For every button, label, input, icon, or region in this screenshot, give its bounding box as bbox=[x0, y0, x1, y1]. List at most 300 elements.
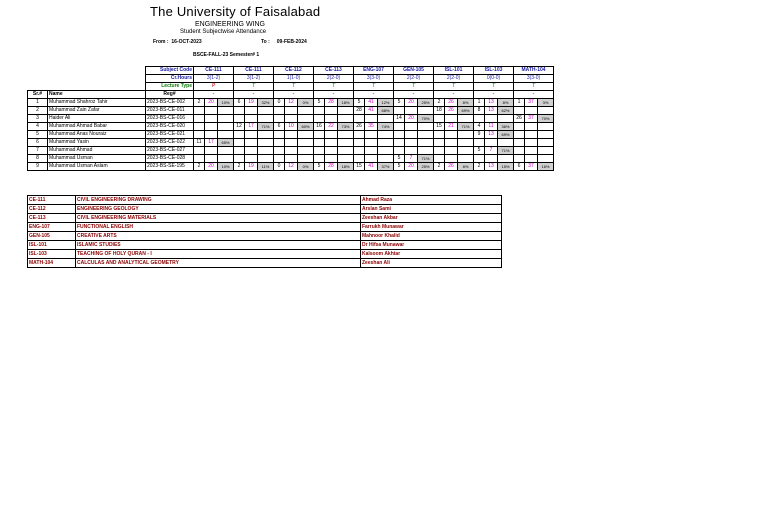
empty-cell bbox=[298, 155, 314, 163]
empty-cell bbox=[325, 155, 338, 163]
student-name: Muhammad Zain Zafar bbox=[48, 107, 146, 115]
attended-count: 15 bbox=[354, 163, 365, 171]
empty-cell bbox=[434, 155, 445, 163]
empty-cell bbox=[298, 115, 314, 123]
student-sr: 8 bbox=[28, 155, 48, 163]
empty-cell bbox=[298, 139, 314, 147]
empty-cell bbox=[405, 131, 418, 139]
empty-cell bbox=[205, 123, 218, 131]
attended-count: 0 bbox=[274, 99, 285, 107]
total-lectures: 41 bbox=[365, 163, 378, 171]
empty-cell bbox=[234, 115, 245, 123]
attended-count: 5 bbox=[314, 163, 325, 171]
student-name: Muhammad Shahroz Tahir bbox=[48, 99, 146, 107]
empty-cell bbox=[394, 147, 405, 155]
empty-cell bbox=[194, 147, 205, 155]
attended-count: 5 bbox=[474, 147, 485, 155]
empty-cell bbox=[405, 107, 418, 115]
blank-cell bbox=[28, 67, 146, 75]
attended-count: 5 bbox=[394, 163, 405, 171]
empty-cell bbox=[325, 147, 338, 155]
empty-cell bbox=[538, 147, 554, 155]
dash-cell: - bbox=[314, 91, 354, 99]
empty-cell bbox=[218, 131, 234, 139]
empty-cell bbox=[285, 155, 298, 163]
empty-cell bbox=[485, 115, 498, 123]
student-name: Muhammad Ahmad Babar bbox=[48, 123, 146, 131]
empty-cell bbox=[194, 115, 205, 123]
student-sr: 9 bbox=[28, 163, 48, 171]
empty-cell bbox=[525, 139, 538, 147]
dash-cell: - bbox=[194, 91, 234, 99]
attendance-percent: 37% bbox=[378, 163, 394, 171]
empty-cell bbox=[218, 155, 234, 163]
empty-cell bbox=[514, 123, 525, 131]
total-lectures: 26 bbox=[445, 107, 458, 115]
student-row bbox=[28, 155, 554, 163]
attendance-percent: 60% bbox=[298, 123, 314, 131]
attended-count: 2 bbox=[194, 163, 205, 171]
empty-cell bbox=[338, 107, 354, 115]
empty-cell bbox=[258, 107, 274, 115]
attended-count: 15 bbox=[434, 123, 445, 131]
empty-cell bbox=[418, 147, 434, 155]
subject-code-cell: ISL-103 bbox=[474, 67, 514, 75]
attendance-percent: 11% bbox=[258, 163, 274, 171]
wing-name: ENGINEERING WING bbox=[195, 21, 266, 28]
attendance-percent: 0% bbox=[298, 99, 314, 107]
empty-cell bbox=[418, 123, 434, 131]
total-lectures: 22 bbox=[325, 123, 338, 131]
student-regno: 2023-BS-CE-028 bbox=[146, 155, 194, 163]
legend-code: GEN-105 bbox=[28, 232, 76, 241]
empty-cell bbox=[234, 107, 245, 115]
cr-hours-label: Cr.Hours bbox=[146, 75, 194, 83]
empty-cell bbox=[514, 139, 525, 147]
empty-cell bbox=[354, 155, 365, 163]
subject-code-row bbox=[28, 67, 554, 75]
student-row bbox=[28, 99, 554, 107]
student-sr: 6 bbox=[28, 139, 48, 147]
student-sr: 3 bbox=[28, 115, 48, 123]
total-lectures: 20 bbox=[405, 163, 418, 171]
attendance-percent: 16% bbox=[538, 163, 554, 171]
total-lectures: 37 bbox=[525, 163, 538, 171]
total-lectures: 10 bbox=[285, 123, 298, 131]
attendance-percent: 70% bbox=[418, 115, 434, 123]
attendance-percent: 73% bbox=[338, 123, 354, 131]
attended-count: 2 bbox=[474, 163, 485, 171]
empty-cell bbox=[498, 155, 514, 163]
empty-cell bbox=[338, 147, 354, 155]
cr-hours-cell: 2(2-0) bbox=[394, 75, 434, 83]
empty-cell bbox=[394, 139, 405, 147]
subject-code-cell: GEN-105 bbox=[394, 67, 434, 75]
student-name: Muhammad Usman bbox=[48, 155, 146, 163]
empty-cell bbox=[525, 131, 538, 139]
subject-code-cell: MATH-104 bbox=[514, 67, 554, 75]
legend-row bbox=[28, 196, 502, 205]
attended-count: 18 bbox=[434, 107, 445, 115]
total-lectures: 37 bbox=[525, 99, 538, 107]
empty-cell bbox=[274, 155, 285, 163]
dash-cell: - bbox=[274, 91, 314, 99]
attendance-percent: 8% bbox=[458, 163, 474, 171]
empty-cell bbox=[498, 115, 514, 123]
from-label: From : bbox=[153, 39, 169, 45]
total-lectures: 19 bbox=[245, 163, 258, 171]
legend-title: CREATIVE ARTS bbox=[76, 232, 361, 241]
empty-cell bbox=[194, 131, 205, 139]
student-regno: 2023-BS-CE-020 bbox=[146, 123, 194, 131]
empty-cell bbox=[434, 139, 445, 147]
empty-cell bbox=[354, 147, 365, 155]
legend-teacher: Arslan Sami bbox=[361, 205, 502, 214]
attendance-percent: 8% bbox=[498, 99, 514, 107]
empty-cell bbox=[298, 107, 314, 115]
lecture-type-cell: T bbox=[394, 83, 434, 91]
from-date bbox=[153, 39, 202, 45]
empty-cell bbox=[458, 115, 474, 123]
subject-code-cell: CE-111 bbox=[234, 67, 274, 75]
empty-cell bbox=[258, 147, 274, 155]
student-sr: 4 bbox=[28, 123, 48, 131]
legend-teacher: Ahmad Raza bbox=[361, 196, 502, 205]
student-row bbox=[28, 131, 554, 139]
to-label: To : bbox=[261, 39, 270, 45]
empty-cell bbox=[258, 155, 274, 163]
student-row bbox=[28, 163, 554, 171]
total-lectures: 20 bbox=[205, 163, 218, 171]
legend-row bbox=[28, 214, 502, 223]
empty-cell bbox=[458, 139, 474, 147]
empty-cell bbox=[285, 139, 298, 147]
empty-cell bbox=[205, 115, 218, 123]
name-header: Name bbox=[48, 91, 146, 99]
dash-cell: - bbox=[354, 91, 394, 99]
total-lectures: 20 bbox=[205, 99, 218, 107]
attended-count: 8 bbox=[474, 107, 485, 115]
empty-cell bbox=[434, 147, 445, 155]
legend-row bbox=[28, 250, 502, 259]
empty-cell bbox=[314, 131, 325, 139]
cr-hours-cell: 0(0-0) bbox=[474, 75, 514, 83]
empty-cell bbox=[205, 155, 218, 163]
attendance-percent: 0% bbox=[298, 163, 314, 171]
empty-cell bbox=[274, 107, 285, 115]
empty-cell bbox=[234, 139, 245, 147]
cr-hours-row bbox=[28, 75, 554, 83]
empty-cell bbox=[365, 155, 378, 163]
empty-cell bbox=[285, 107, 298, 115]
empty-cell bbox=[205, 147, 218, 155]
empty-cell bbox=[525, 155, 538, 163]
empty-cell bbox=[445, 155, 458, 163]
cr-hours-cell: 3(1-2) bbox=[234, 75, 274, 83]
empty-cell bbox=[245, 155, 258, 163]
empty-cell bbox=[274, 139, 285, 147]
empty-cell bbox=[378, 131, 394, 139]
total-lectures: 13 bbox=[485, 107, 498, 115]
empty-cell bbox=[325, 115, 338, 123]
total-lectures: 35 bbox=[365, 123, 378, 131]
legend-teacher: Kalsoom Akhtar bbox=[361, 250, 502, 259]
student-sr: 2 bbox=[28, 107, 48, 115]
student-name: Muhammad Anas Nouraiz bbox=[48, 131, 146, 139]
subject-code-label: Subject Code bbox=[146, 67, 194, 75]
empty-cell bbox=[194, 155, 205, 163]
total-lectures: 11 bbox=[485, 123, 498, 131]
attendance-percent: 3% bbox=[538, 99, 554, 107]
empty-cell bbox=[485, 139, 498, 147]
empty-cell bbox=[298, 147, 314, 155]
report-subtitle: Student Subjectwise Attendance bbox=[180, 29, 267, 35]
total-lectures: 7 bbox=[405, 155, 418, 163]
empty-cell bbox=[218, 107, 234, 115]
legend-teacher: Zeeshan Ali bbox=[361, 259, 502, 268]
empty-cell bbox=[298, 131, 314, 139]
total-lectures: 41 bbox=[365, 107, 378, 115]
empty-cell bbox=[338, 139, 354, 147]
subject-code-cell: ENG-107 bbox=[354, 67, 394, 75]
empty-cell bbox=[325, 139, 338, 147]
legend-code: CE-112 bbox=[28, 205, 76, 214]
lecture-type-cell: T bbox=[234, 83, 274, 91]
legend-code: CE-113 bbox=[28, 214, 76, 223]
legend-code: ISL-101 bbox=[28, 241, 76, 250]
empty-cell bbox=[285, 147, 298, 155]
cr-hours-cell: 3(3-0) bbox=[514, 75, 554, 83]
to-date bbox=[261, 39, 307, 45]
subject-code-cell: CE-113 bbox=[314, 67, 354, 75]
student-row bbox=[28, 115, 554, 123]
total-lectures: 17 bbox=[245, 123, 258, 131]
empty-cell bbox=[274, 131, 285, 139]
total-lectures: 13 bbox=[485, 163, 498, 171]
empty-cell bbox=[498, 139, 514, 147]
cr-hours-cell: 3(3-0) bbox=[354, 75, 394, 83]
lecture-type-cell: P bbox=[194, 83, 234, 91]
empty-cell bbox=[474, 139, 485, 147]
empty-cell bbox=[538, 139, 554, 147]
legend-code: ISL-103 bbox=[28, 250, 76, 259]
empty-cell bbox=[234, 131, 245, 139]
empty-cell bbox=[245, 139, 258, 147]
empty-cell bbox=[514, 107, 525, 115]
attended-count: 28 bbox=[354, 107, 365, 115]
attendance-percent: 69% bbox=[458, 107, 474, 115]
total-lectures: 41 bbox=[365, 99, 378, 107]
total-lectures: 20 bbox=[405, 99, 418, 107]
legend-title: CIVIL ENGINEERING DRAWING bbox=[76, 196, 361, 205]
attended-count: 26 bbox=[514, 115, 525, 123]
student-regno: 2023-BS-CE-027 bbox=[146, 147, 194, 155]
attendance-percent: 71% bbox=[418, 155, 434, 163]
total-lectures: 21 bbox=[445, 123, 458, 131]
empty-cell bbox=[394, 123, 405, 131]
attendance-percent: 71% bbox=[458, 123, 474, 131]
attended-count: 11 bbox=[194, 139, 205, 147]
student-row bbox=[28, 139, 554, 147]
blank-cell bbox=[28, 75, 146, 83]
legend-title: TEACHING OF HOLY QURAN - I bbox=[76, 250, 361, 259]
dash-cell: - bbox=[234, 91, 274, 99]
total-lectures: 37 bbox=[525, 115, 538, 123]
empty-cell bbox=[445, 115, 458, 123]
lecture-type-cell: T bbox=[354, 83, 394, 91]
student-regno: 2023-BS-CE-022 bbox=[146, 139, 194, 147]
attended-count: 2 bbox=[434, 163, 445, 171]
subject-code-cell: CE-111 bbox=[194, 67, 234, 75]
empty-cell bbox=[245, 131, 258, 139]
attended-count: 26 bbox=[354, 123, 365, 131]
empty-cell bbox=[458, 155, 474, 163]
attendance-percent: 18% bbox=[338, 163, 354, 171]
empty-cell bbox=[525, 123, 538, 131]
empty-cell bbox=[285, 131, 298, 139]
subject-legend-table bbox=[27, 195, 502, 268]
legend-title: ISLAMIC STUDIES bbox=[76, 241, 361, 250]
empty-cell bbox=[418, 139, 434, 147]
legend-row bbox=[28, 241, 502, 250]
empty-cell bbox=[378, 155, 394, 163]
attendance-percent: 71% bbox=[258, 123, 274, 131]
empty-cell bbox=[458, 131, 474, 139]
empty-cell bbox=[405, 139, 418, 147]
student-regno: 2023-BS-CE-021 bbox=[146, 131, 194, 139]
empty-cell bbox=[218, 115, 234, 123]
attended-count: 0 bbox=[274, 163, 285, 171]
semester-label: BSCE-FALL-23 Semester# 1 bbox=[193, 52, 260, 58]
subject-code-cell: ISL-101 bbox=[434, 67, 474, 75]
legend-row bbox=[28, 232, 502, 241]
empty-cell bbox=[365, 139, 378, 147]
empty-cell bbox=[434, 115, 445, 123]
student-row bbox=[28, 123, 554, 131]
empty-cell bbox=[365, 115, 378, 123]
empty-cell bbox=[538, 131, 554, 139]
empty-cell bbox=[338, 155, 354, 163]
university-title: The University of Faisalabad bbox=[150, 4, 321, 19]
total-lectures: 13 bbox=[485, 99, 498, 107]
empty-cell bbox=[205, 131, 218, 139]
empty-cell bbox=[538, 123, 554, 131]
empty-cell bbox=[258, 139, 274, 147]
empty-cell bbox=[525, 107, 538, 115]
attendance-percent: 25% bbox=[418, 99, 434, 107]
to-value: 09-FEB-2024 bbox=[276, 39, 307, 45]
dash-cell: - bbox=[514, 91, 554, 99]
lecture-type-cell: T bbox=[314, 83, 354, 91]
student-row bbox=[28, 107, 554, 115]
attended-count: 5 bbox=[314, 99, 325, 107]
empty-cell bbox=[514, 147, 525, 155]
empty-cell bbox=[338, 131, 354, 139]
empty-cell bbox=[445, 147, 458, 155]
empty-cell bbox=[234, 155, 245, 163]
empty-cell bbox=[314, 139, 325, 147]
empty-cell bbox=[354, 131, 365, 139]
dash-cell: - bbox=[394, 91, 434, 99]
empty-cell bbox=[458, 147, 474, 155]
student-sr: 7 bbox=[28, 147, 48, 155]
cr-hours-cell: 2(2-0) bbox=[314, 75, 354, 83]
attendance-percent: 65% bbox=[218, 139, 234, 147]
cr-hours-cell: 1(1-0) bbox=[274, 75, 314, 83]
total-lectures: 26 bbox=[445, 99, 458, 107]
empty-cell bbox=[378, 139, 394, 147]
total-lectures: 28 bbox=[325, 163, 338, 171]
total-lectures: 12 bbox=[285, 163, 298, 171]
legend-code: MATH-104 bbox=[28, 259, 76, 268]
attended-count: 4 bbox=[474, 123, 485, 131]
lecture-type-row bbox=[28, 83, 554, 91]
regno-header: Reg# bbox=[146, 91, 194, 99]
empty-cell bbox=[245, 107, 258, 115]
empty-cell bbox=[418, 107, 434, 115]
attended-count: 5 bbox=[354, 99, 365, 107]
legend-teacher: Farrukh Munawar bbox=[361, 223, 502, 232]
empty-cell bbox=[245, 115, 258, 123]
empty-cell bbox=[514, 155, 525, 163]
cr-hours-cell: 3(1-2) bbox=[194, 75, 234, 83]
legend-teacher: Mahnoor Khalid bbox=[361, 232, 502, 241]
attendance-percent: 10% bbox=[218, 99, 234, 107]
subject-code-cell: CE-112 bbox=[274, 67, 314, 75]
empty-cell bbox=[258, 115, 274, 123]
attendance-percent: 74% bbox=[378, 123, 394, 131]
student-name: Haider Ali bbox=[48, 115, 146, 123]
attended-count: 6 bbox=[514, 163, 525, 171]
empty-cell bbox=[365, 131, 378, 139]
dash-cell: - bbox=[474, 91, 514, 99]
empty-cell bbox=[474, 115, 485, 123]
empty-cell bbox=[538, 155, 554, 163]
student-regno: 2023-BS-CE-002 bbox=[146, 99, 194, 107]
empty-cell bbox=[314, 155, 325, 163]
attendance-percent: 71% bbox=[498, 147, 514, 155]
attended-count: 12 bbox=[234, 123, 245, 131]
attendance-percent: 10% bbox=[218, 163, 234, 171]
student-name: Muhammad Yasin bbox=[48, 139, 146, 147]
student-sr: 5 bbox=[28, 131, 48, 139]
empty-cell bbox=[354, 115, 365, 123]
empty-cell bbox=[445, 139, 458, 147]
attended-count: 9 bbox=[474, 131, 485, 139]
legend-teacher: Zeeshan Akbar bbox=[361, 214, 502, 223]
lecture-type-cell: T bbox=[474, 83, 514, 91]
empty-cell bbox=[325, 107, 338, 115]
attended-count: 1 bbox=[514, 99, 525, 107]
total-lectures: 28 bbox=[325, 99, 338, 107]
legend-title: CALCULAS AND ANALYTICAL GEOMETRY bbox=[76, 259, 361, 268]
empty-cell bbox=[485, 155, 498, 163]
empty-cell bbox=[258, 131, 274, 139]
attendance-percent: 69% bbox=[498, 131, 514, 139]
attendance-percent: 36% bbox=[498, 123, 514, 131]
total-lectures: 17 bbox=[205, 139, 218, 147]
empty-cell bbox=[434, 131, 445, 139]
attendance-percent: 32% bbox=[258, 99, 274, 107]
empty-cell bbox=[194, 107, 205, 115]
empty-cell bbox=[314, 147, 325, 155]
empty-cell bbox=[218, 123, 234, 131]
student-regno: 2023-BS-CE-016 bbox=[146, 115, 194, 123]
empty-cell bbox=[325, 131, 338, 139]
total-lectures: 7 bbox=[485, 147, 498, 155]
empty-cell bbox=[234, 147, 245, 155]
empty-cell bbox=[378, 147, 394, 155]
